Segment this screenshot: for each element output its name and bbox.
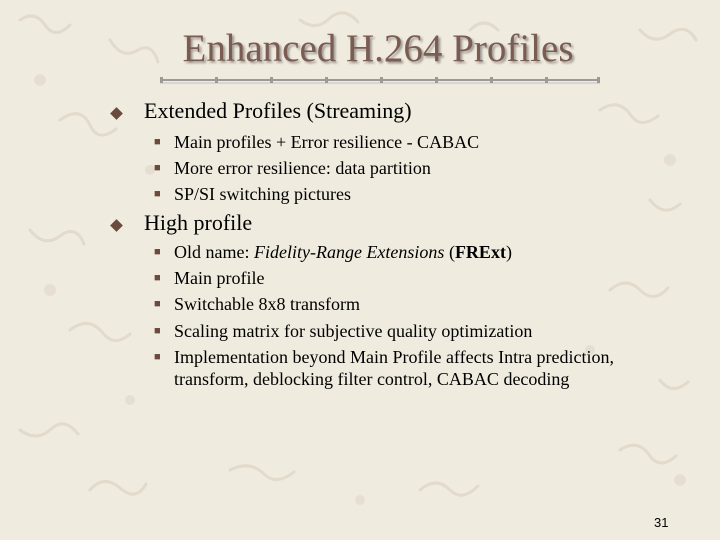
sub-bullet-text: Scaling matrix for subjective quality optimization xyxy=(174,321,533,341)
square-bullet-icon: ■ xyxy=(154,298,161,310)
square-bullet-icon: ■ xyxy=(154,162,161,174)
sub-bullet-italic: Fidelity-Range Extensions xyxy=(253,242,445,262)
square-bullet-icon: ■ xyxy=(154,325,161,337)
sub-bullet-bold: FRExt xyxy=(454,242,506,262)
slide-number: 31 xyxy=(654,515,669,530)
sub-bullet-text: More error resilience: data partition xyxy=(174,158,431,178)
bullet-text: High profile xyxy=(144,210,253,235)
square-bullet-icon: ■ xyxy=(154,246,161,258)
square-bullet-icon: ■ xyxy=(154,188,161,200)
sub-bullet-suffix: ) xyxy=(505,242,512,262)
slide-title: Enhanced H.264 Profiles xyxy=(182,27,574,70)
sub-bullet-text xyxy=(174,241,644,263)
sub-bullet-middle: ( xyxy=(444,242,455,262)
square-bullet-icon: ■ xyxy=(154,351,161,363)
square-bullet-icon: ■ xyxy=(154,136,161,148)
sub-bullet-prefix: Old name: xyxy=(174,242,254,262)
diamond-bullet-icon xyxy=(110,219,123,232)
diamond-bullet-icon xyxy=(110,107,123,120)
sub-bullet-text: SP/SI switching pictures xyxy=(174,184,352,204)
sub-bullet-text: Implementation beyond Main Profile affects Intra prediction, transform, deblocking filter control, CABAC decoding xyxy=(174,347,615,389)
sub-bullet-text: Switchable 8x8 transform xyxy=(174,294,360,314)
bullet-text: Extended Profiles (Streaming) xyxy=(144,98,412,123)
square-bullet-icon: ■ xyxy=(154,272,161,284)
sub-bullet-text: Main profiles + Error resilience - CABAC xyxy=(174,132,480,152)
sub-bullet-text: Main profile xyxy=(174,268,265,288)
